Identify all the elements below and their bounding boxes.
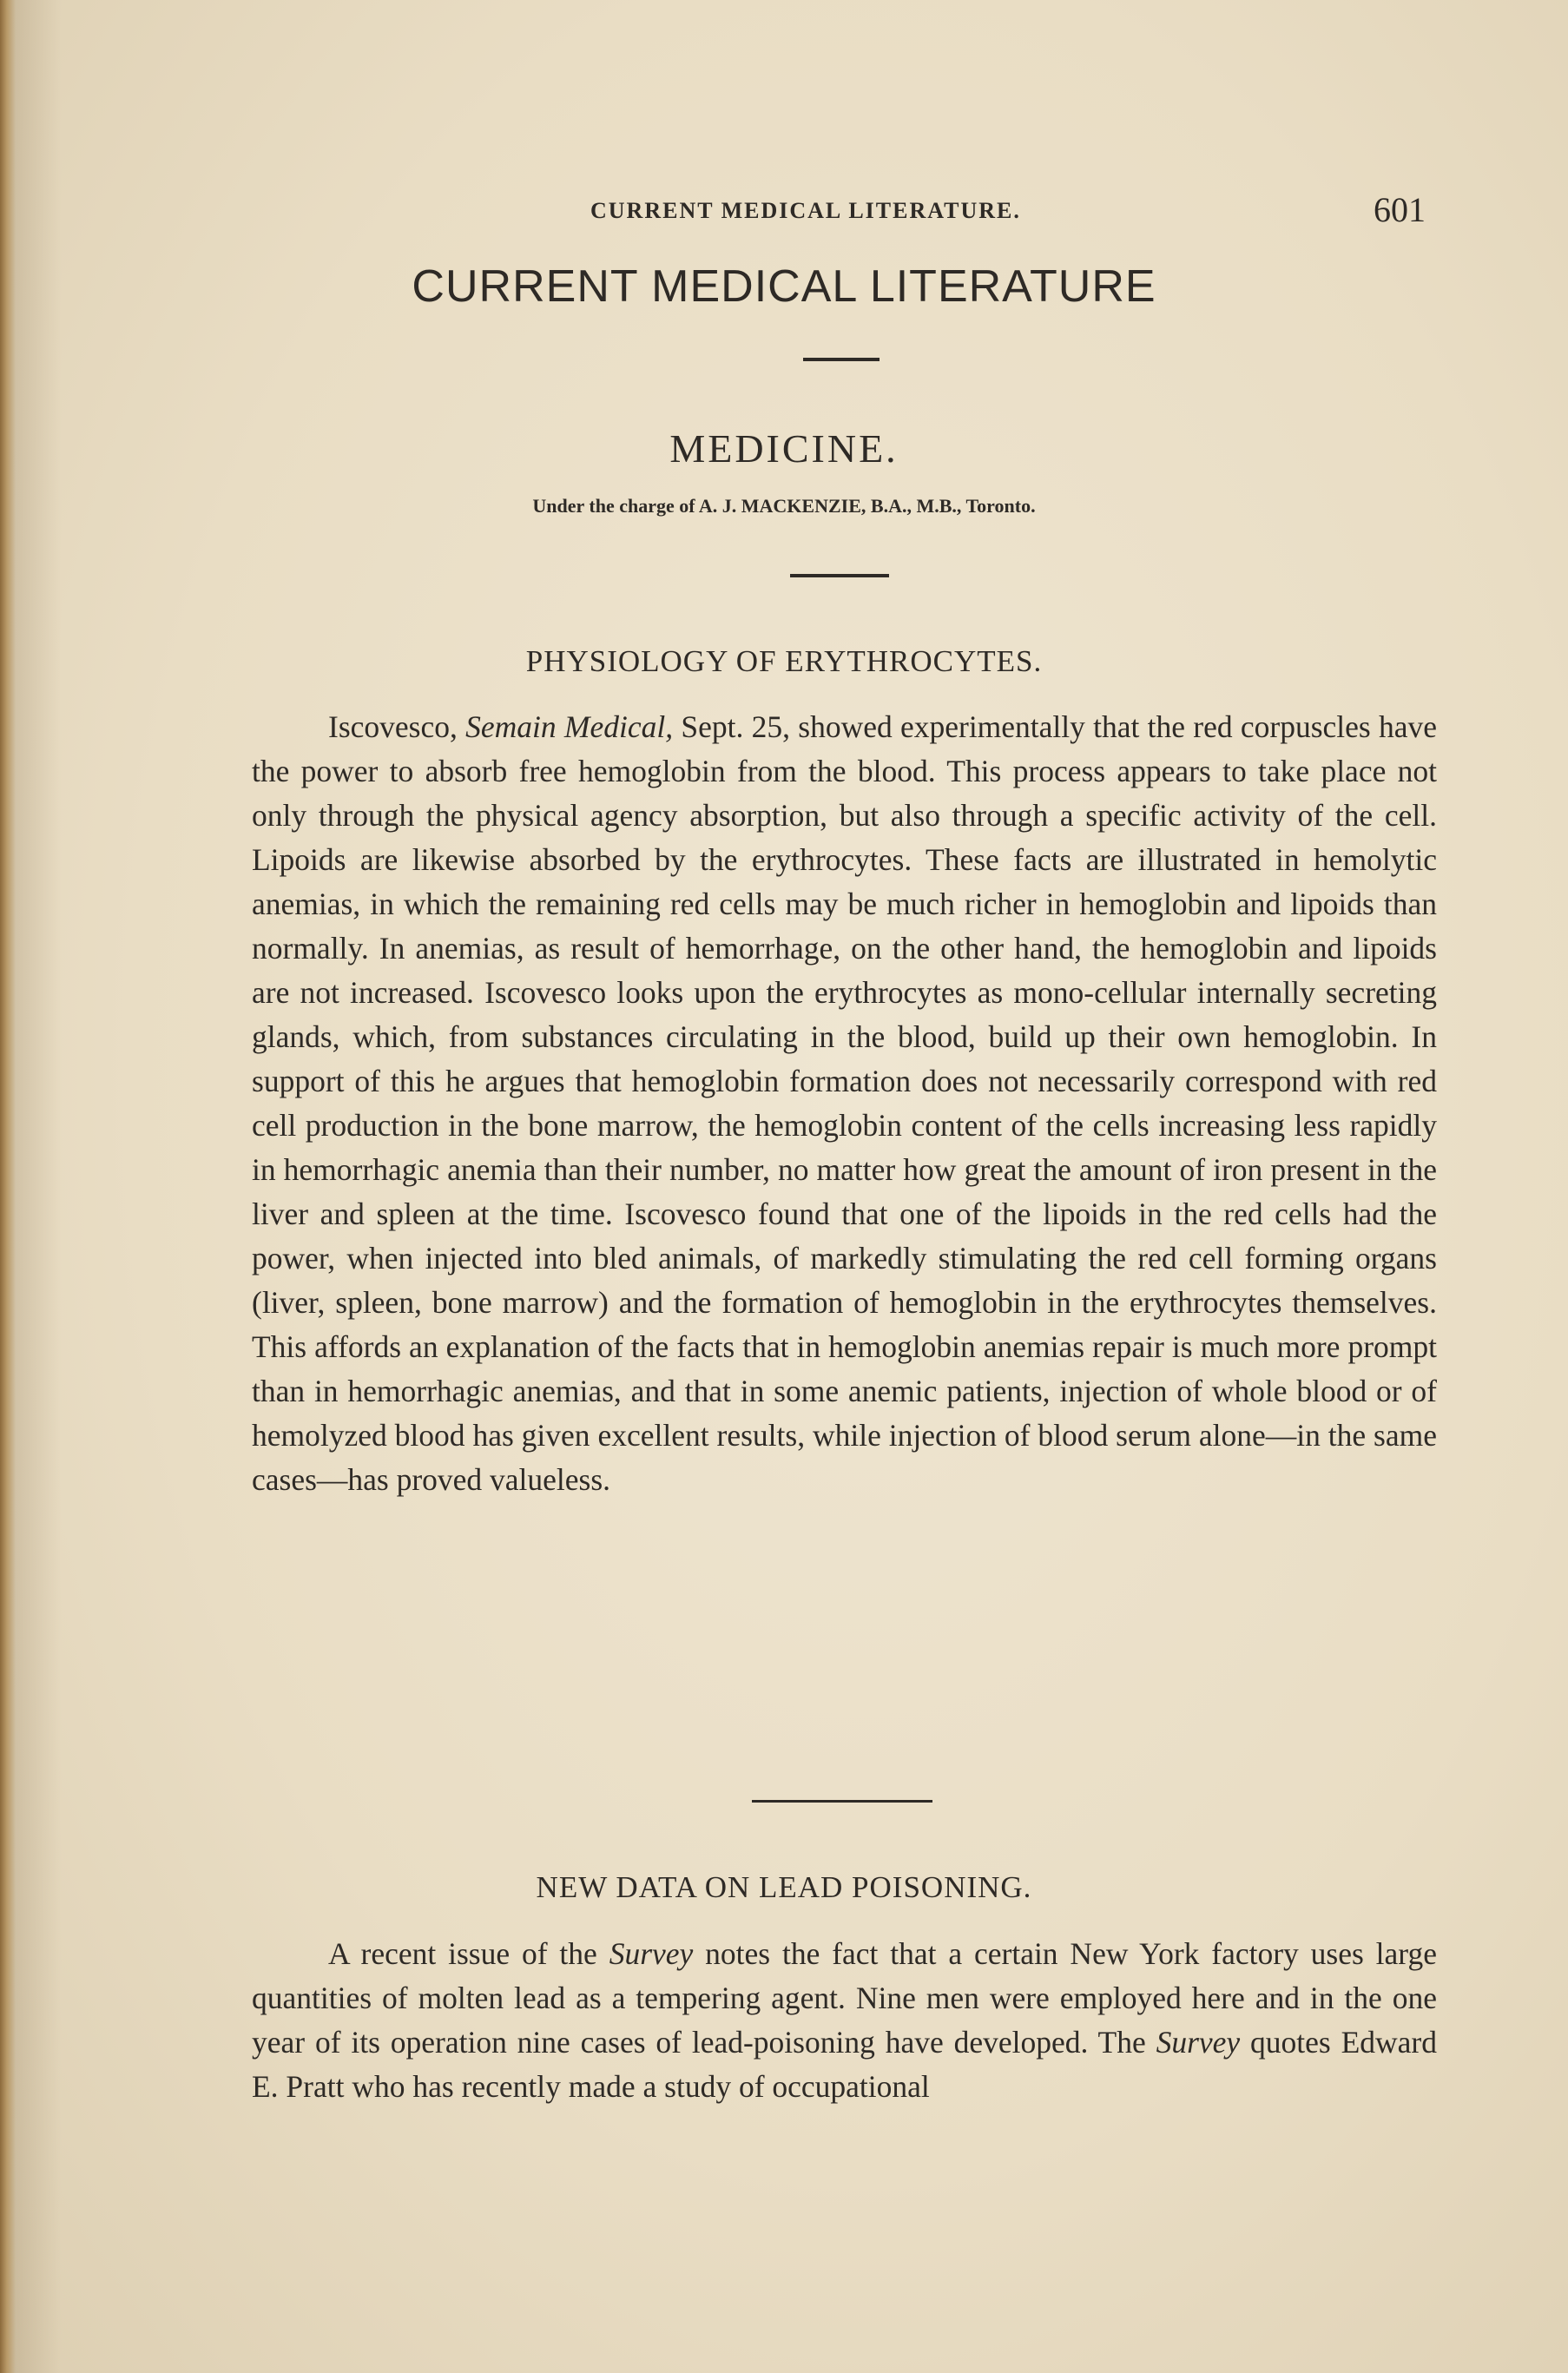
article-text: Iscovesco, xyxy=(328,709,466,744)
article-text: Sept. 25, showed experimentally that the red corpuscles have the power to absorb free hemoglobin from the blood. This process appears to take place not only through the physical agency absorption, but also through a specific activity of the cell. Lipoids are likewise absorbed by the erythrocytes. These facts are illustrated in hemolytic anemias, in which the remaining red cells may be much richer in hemoglobin and lipoids than normally. In anemias, as result of hemorrhage, on the other hand, the hemoglobin and lipoids are not increased. Iscovesco looks upon the erythrocytes as mono-cellular internally secreting glands, which, from substances circulating in the blood, build up their own hemoglobin. In support of this he argues that hemoglobin formation does not necessarily correspond with red cell production in the bone marrow, the hemoglobin content of the cells increasing less rapidly in hemorrhagic anemia than their number, no matter how great the amount of iron present in the liver and spleen at the time. Iscovesco found that one of the lipoids in the red cells had the power, when injected into bled animals, of markedly stimulating the red cell forming organs (liver, spleen, bone marrow) and the formation of hemoglobin in the erythrocytes themselves. This affords an explanation of the facts that in hemoglobin anemias repair is much more prompt than in hemorrhagic anemias, and that in some anemic patients, injection of whole blood or of hemolyzed blood has given excellent results, while injection of blood serum alone—in the same cases—has proved valueless. xyxy=(252,709,1437,1497)
running-head xyxy=(252,189,1437,234)
article-body xyxy=(252,705,1437,1502)
article-source: Survey xyxy=(609,1936,694,1971)
page-number: 601 xyxy=(1374,190,1426,229)
article-title: PHYSIOLOGY OF ERYTHROCYTES. xyxy=(525,644,1043,678)
divider-rule xyxy=(803,358,880,361)
article-body xyxy=(252,1932,1437,2109)
running-title: CURRENT MEDICAL LITERATURE. xyxy=(590,198,1021,223)
section-title: CURRENT MEDICAL LITERATURE xyxy=(412,261,1156,312)
divider-rule xyxy=(752,1800,932,1803)
article-source: Survey xyxy=(1156,2025,1241,2060)
subject-title: MEDICINE. xyxy=(669,426,899,471)
article-title: NEW DATA ON LEAD POISONING. xyxy=(536,1870,1032,1904)
article-text: quotes Edward E. Pratt who has recently made a study of occupational xyxy=(252,2025,1437,2104)
article-source: Semain Medical, xyxy=(465,709,674,744)
divider-rule xyxy=(790,574,889,577)
article-text: notes the fact that a certain New York factory uses large quantities of molten lead as a tempering agent. Nine men were employed here and in the one year of its operation nine cases of lead-poisoning have developed. The xyxy=(252,1936,1437,2060)
editor-line: Under the charge of A. J. MACKENZIE, B.A., M.B., Toronto. xyxy=(532,495,1036,517)
article-paragraph xyxy=(252,705,1437,1502)
article-paragraph xyxy=(252,1932,1437,2109)
article-text: A recent issue of the xyxy=(328,1936,609,1971)
binding-edge xyxy=(0,0,16,2373)
